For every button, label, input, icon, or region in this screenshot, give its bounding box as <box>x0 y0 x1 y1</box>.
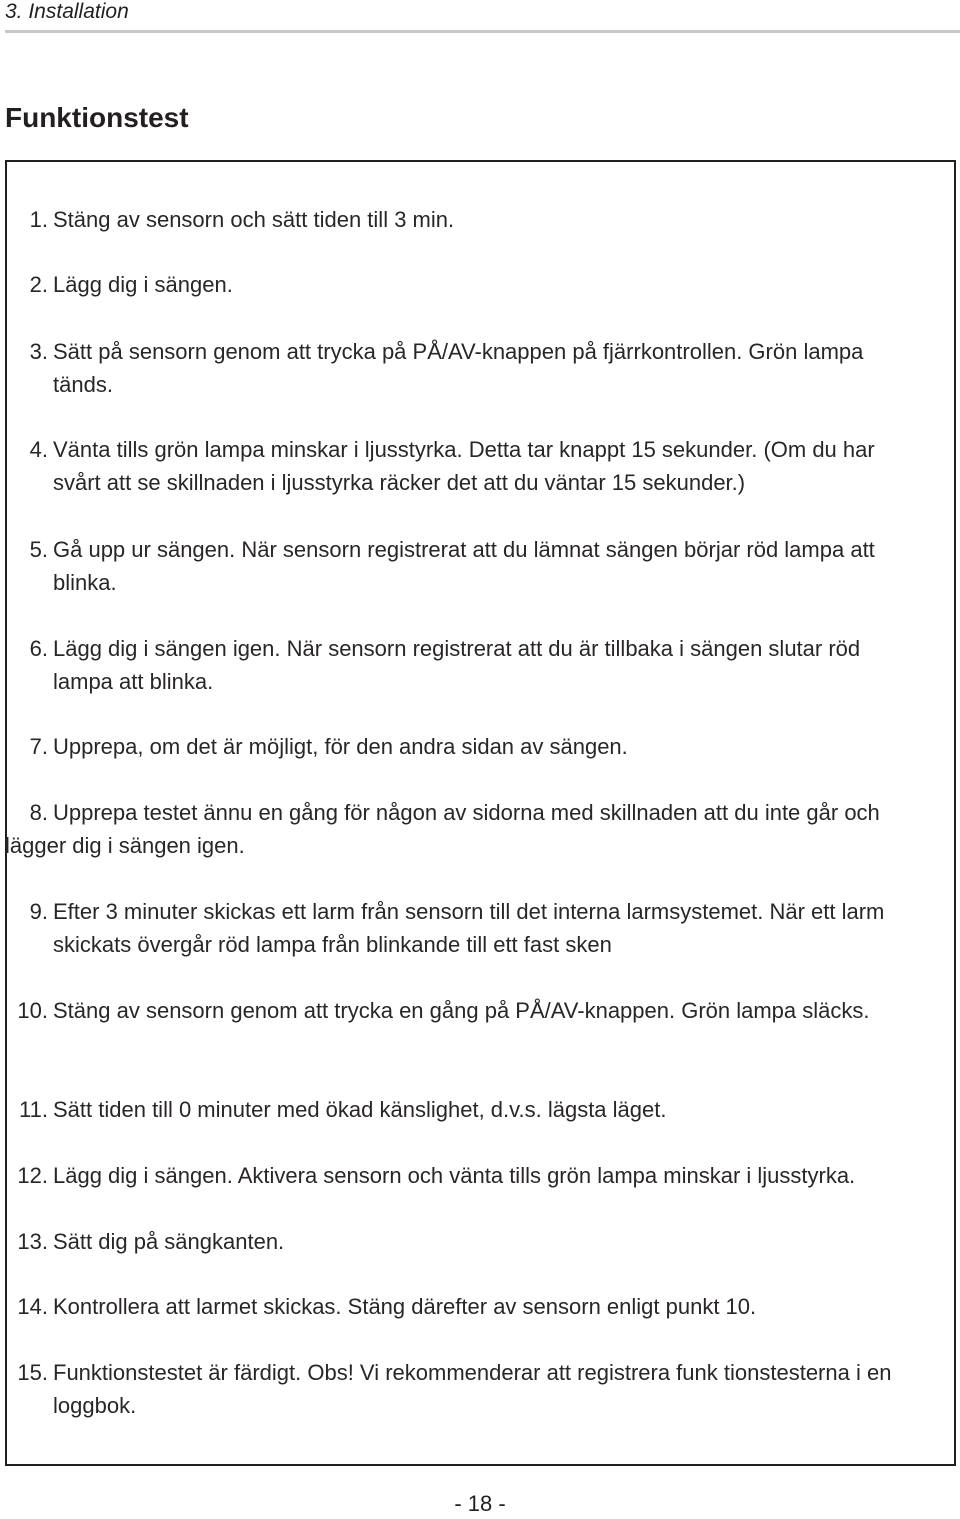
step-text: Funktionstestet är färdigt. Obs! Vi rekommenderar att registrera funk tionstesterna i en loggbok. <box>53 1360 892 1418</box>
step-number: 6. <box>29 636 48 661</box>
step-number: 9. <box>29 899 48 924</box>
step-text: Sätt dig på sängkanten. <box>53 1229 285 1254</box>
step-number: 5. <box>29 537 48 562</box>
step-number: 3. <box>29 339 48 364</box>
step-text: Sätt tiden till 0 minuter med ökad känslighet, d.v.s. lägsta läget. <box>53 1097 667 1122</box>
step-text: Upprepa, om det är möjligt, för den andra sidan av sängen. <box>53 734 628 759</box>
step-text: Stäng av sensorn genom att trycka en gång på PÅ/AV-knappen. Grön lampa släcks. <box>53 998 870 1023</box>
step-number: 14. <box>17 1294 48 1319</box>
page-title: Funktionstest <box>5 102 189 133</box>
step-text: Upprepa testet ännu en gång för någon av sidorna med skillnaden att du inte går och lägger dig i sängen igen. <box>5 800 880 858</box>
section-header: 3. Installation <box>5 0 129 23</box>
step-text: Stäng av sensorn och sätt tiden till 3 min. <box>53 207 455 232</box>
step-number: 10. <box>17 998 48 1023</box>
step-number: 12. <box>17 1163 48 1188</box>
step-number: 11. <box>19 1097 48 1122</box>
step-number: 8. <box>29 800 48 825</box>
step-number: 2. <box>29 272 48 297</box>
step-number: 7. <box>29 734 48 759</box>
step-text: Sätt på sensorn genom att trycka på PÅ/AV-knappen på fjärrkontrollen. Grön lampa tänds. <box>53 339 864 397</box>
step-text: Lägg dig i sängen. Aktivera sensorn och vänta tills grön lampa minskar i ljusstyrka. <box>53 1163 856 1188</box>
step-text: Lägg dig i sängen igen. När sensorn registrerat att du är tillbaka i sängen slutar röd lampa att blinka. <box>53 636 861 694</box>
step-text: Vänta tills grön lampa minskar i ljusstyrka. Detta tar knappt 15 sekunder. (Om du har svårt att se skillnaden i ljusstyrka räcker det att du väntar 15 sekunder.) <box>53 437 875 495</box>
step-number: 4. <box>29 437 48 462</box>
step-number: 13. <box>17 1229 48 1254</box>
page-number: - 18 - <box>454 1491 506 1516</box>
step-text: Efter 3 minuter skickas ett larm från sensorn till det interna larmsystemet. När ett larm skickats övergår röd lampa från blinkande till ett fast sken <box>53 899 885 957</box>
step-text: Kontrollera att larmet skickas. Stäng därefter av sensorn enligt punkt 10. <box>53 1294 757 1319</box>
step-number: 1. <box>29 207 48 232</box>
step-text: Gå upp ur sängen. När sensorn registrerat att du lämnat sängen börjar röd lampa att blinka. <box>53 537 875 595</box>
step-text: Lägg dig i sängen. <box>53 272 233 297</box>
header-divider <box>5 30 960 33</box>
step-number: 15. <box>17 1360 48 1385</box>
